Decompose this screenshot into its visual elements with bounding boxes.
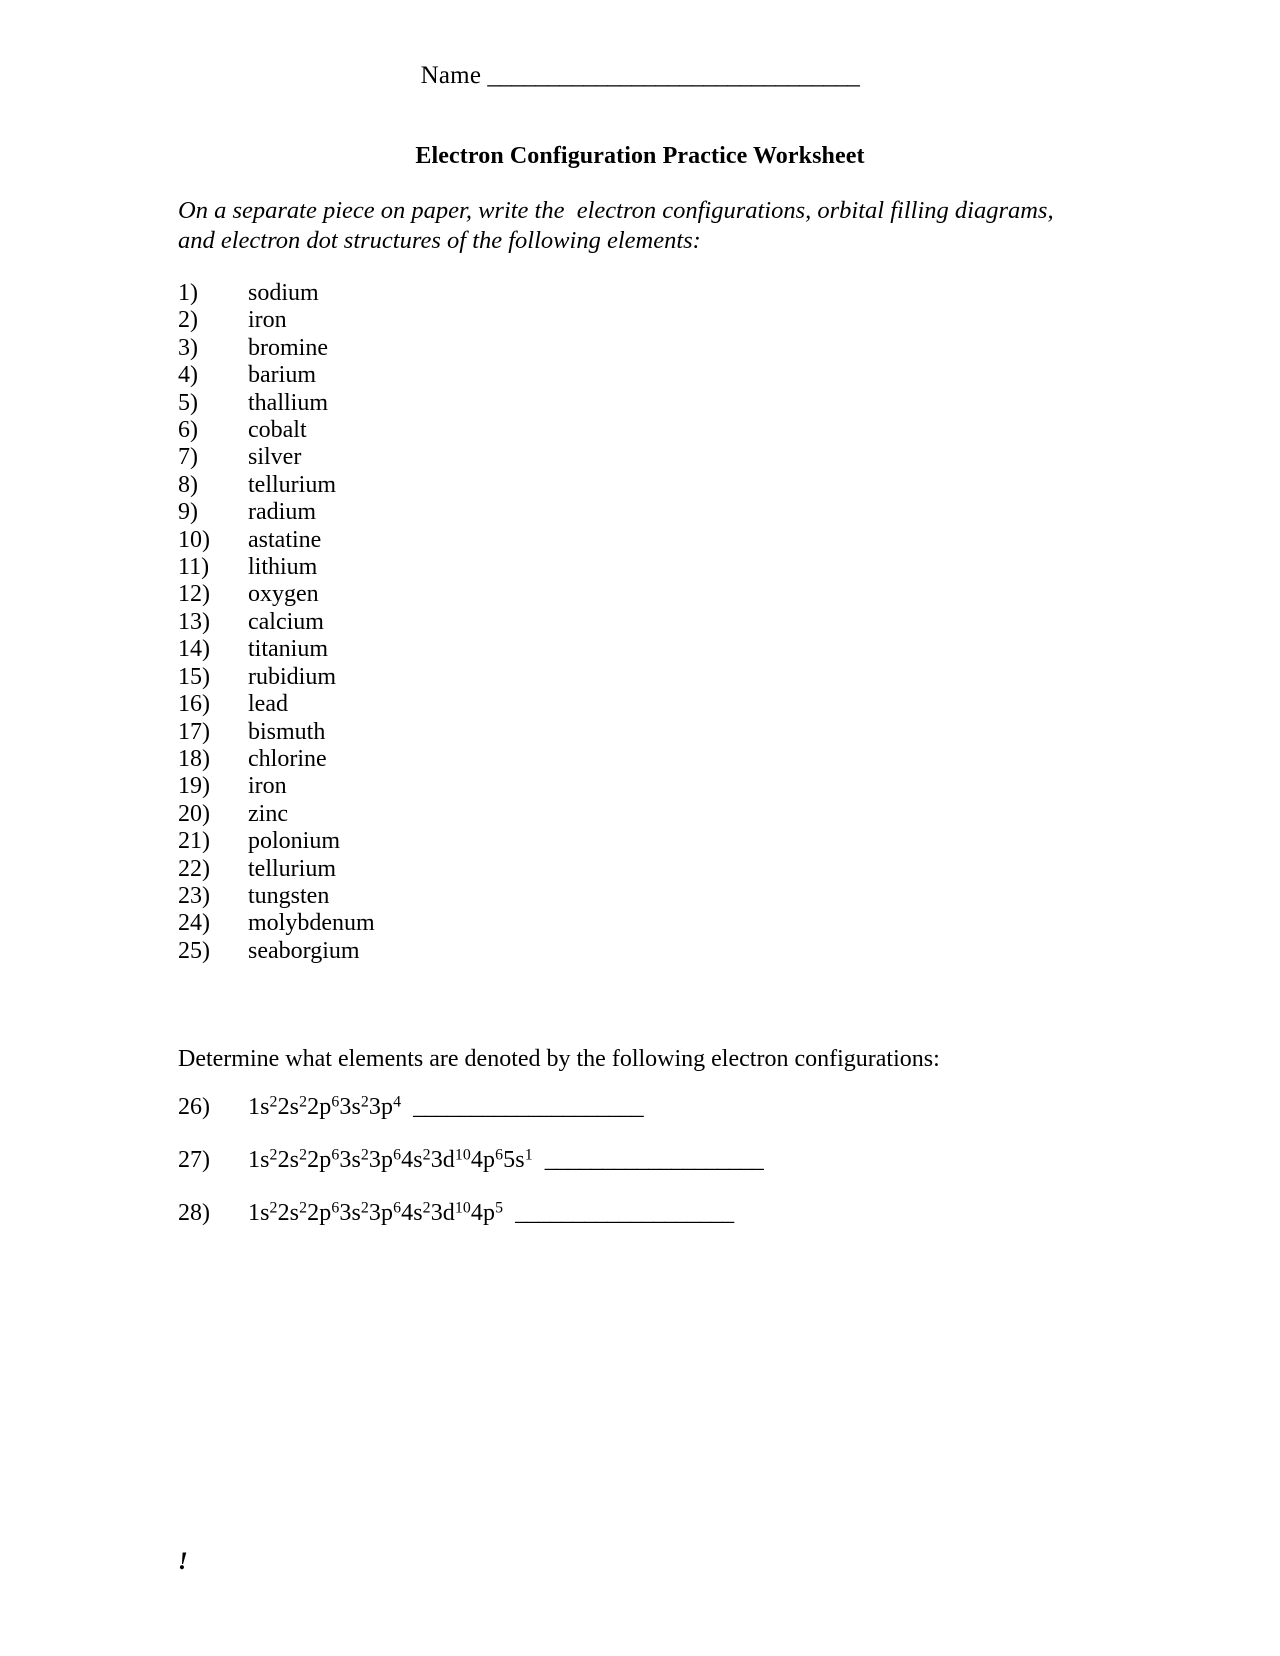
orbital-electron-count: 2 — [299, 1093, 308, 1111]
name-blank-line[interactable]: _______________________________ — [487, 62, 860, 89]
orbital-label: 3p — [368, 1094, 394, 1120]
orbital-electron-count: 2 — [269, 1146, 278, 1164]
configuration-question — [178, 1200, 1178, 1253]
list-item-element-name: silver — [248, 444, 302, 471]
orbital-electron-count: 2 — [269, 1199, 278, 1217]
list-item-number: 5) — [178, 389, 198, 416]
list-item — [178, 856, 778, 883]
orbital-label: 1s — [248, 1094, 270, 1120]
list-item-number: 20) — [178, 800, 210, 827]
list-item — [178, 499, 778, 526]
list-item-element-name: tellurium — [248, 471, 336, 498]
list-item-number: 1) — [178, 280, 198, 306]
orbital-electron-count: 2 — [360, 1146, 369, 1164]
orbital-label: 2p — [307, 1147, 332, 1173]
list-item-number: 13) — [178, 608, 210, 635]
orbital-electron-count: 2 — [299, 1146, 308, 1164]
orbital-electron-count: 6 — [393, 1146, 402, 1164]
orbital-electron-count: 6 — [331, 1199, 340, 1217]
list-item — [178, 362, 778, 389]
list-item-element-name: bromine — [248, 334, 328, 361]
configuration-questions — [178, 1094, 1178, 1253]
list-item-element-name: barium — [248, 362, 316, 389]
page-title: Electron Configuration Practice Worksheet — [415, 143, 865, 169]
answer-blank-line[interactable]: ___________________ — [515, 1200, 734, 1226]
list-item-element-name: iron — [248, 307, 287, 334]
orbital-label: 1s — [248, 1147, 270, 1173]
list-item — [178, 417, 778, 444]
list-item — [178, 801, 778, 828]
list-item — [178, 581, 778, 608]
list-item-number: 17) — [178, 718, 210, 745]
list-item-number: 16) — [178, 691, 210, 718]
orbital-electron-count: 10 — [454, 1146, 471, 1164]
orbital-label: 2p — [307, 1094, 332, 1120]
list-item-element-name: tungsten — [248, 882, 330, 909]
list-item-element-name: cobalt — [248, 417, 307, 444]
configuration-question-number: 28) — [178, 1200, 210, 1226]
list-item-number: 12) — [178, 581, 210, 608]
list-item-number: 4) — [178, 362, 198, 389]
element-list — [178, 280, 778, 965]
orbital-electron-count: 2 — [422, 1146, 431, 1164]
instructions-line-1: On a separate piece on paper, write the electron configurations, orbital filling diagrams, — [178, 197, 1054, 224]
list-item-element-name: astatine — [248, 526, 322, 553]
orbital-label: 4p — [470, 1200, 496, 1226]
list-item-element-name: rubidium — [248, 663, 336, 690]
orbital-label: 2s — [277, 1094, 300, 1120]
list-item-number: 19) — [178, 773, 210, 800]
list-item — [178, 472, 778, 499]
list-item-element-name: thallium — [248, 389, 328, 416]
list-item — [178, 828, 778, 855]
electron-configuration — [248, 1094, 401, 1121]
list-item — [178, 883, 778, 910]
list-item-number: 22) — [178, 855, 210, 882]
list-item-number: 23) — [178, 882, 210, 909]
list-item-element-name: radium — [248, 499, 316, 526]
orbital-electron-count: 1 — [524, 1146, 533, 1164]
list-item — [178, 910, 778, 937]
list-item-number: 9) — [178, 499, 198, 526]
orbital-electron-count: 2 — [269, 1093, 278, 1111]
list-item-element-name: molybdenum — [248, 910, 375, 937]
list-item-element-name: bismuth — [248, 718, 326, 745]
orbital-label: 3d — [430, 1147, 455, 1173]
electron-configuration — [248, 1147, 533, 1174]
list-item-element-name: sodium — [248, 280, 319, 306]
list-item — [178, 609, 778, 636]
orbital-electron-count: 5 — [495, 1199, 504, 1217]
orbital-electron-count: 2 — [422, 1199, 431, 1217]
list-item — [178, 691, 778, 718]
stray-exclamation-glyph: ! — [178, 1548, 188, 1575]
determine-prompt: Determine what elements are denoted by the following electron configurations: — [178, 1046, 940, 1072]
orbital-label: 4s — [401, 1147, 423, 1173]
list-item-number: 11) — [178, 554, 210, 581]
list-item — [178, 636, 778, 663]
list-item-number: 14) — [178, 636, 210, 663]
list-item — [178, 527, 778, 554]
orbital-label: 1s — [248, 1200, 270, 1226]
list-item — [178, 746, 778, 773]
orbital-electron-count: 6 — [495, 1146, 504, 1164]
orbital-label: 2s — [277, 1147, 300, 1173]
list-item-number: 18) — [178, 745, 210, 772]
orbital-electron-count: 4 — [393, 1093, 402, 1111]
instructions-line-2: and electron dot structures of the following elements: — [178, 227, 701, 254]
list-item-element-name: titanium — [248, 636, 328, 663]
list-item — [178, 773, 778, 800]
orbital-electron-count: 6 — [393, 1199, 402, 1217]
electron-configuration — [248, 1200, 503, 1227]
list-item-element-name: chlorine — [248, 745, 327, 772]
list-item-element-name: oxygen — [248, 581, 319, 608]
list-item-element-name: tellurium — [248, 855, 336, 882]
configuration-question — [178, 1147, 1178, 1200]
list-item-element-name: polonium — [248, 828, 341, 855]
orbital-label: 3p — [368, 1200, 394, 1226]
orbital-label: 4p — [470, 1147, 496, 1173]
list-item-element-name: calcium — [248, 608, 324, 635]
configuration-question — [178, 1094, 1178, 1147]
list-item-element-name: lead — [248, 691, 288, 718]
orbital-label: 3d — [430, 1200, 455, 1226]
list-item — [178, 938, 778, 965]
list-item-element-name: zinc — [248, 800, 288, 827]
orbital-label: 4s — [401, 1200, 423, 1226]
list-item-element-name: iron — [248, 773, 287, 800]
list-item-number: 24) — [178, 910, 210, 937]
list-item — [178, 307, 778, 334]
list-item-number: 2) — [178, 307, 198, 334]
name-field-row — [0, 62, 1280, 91]
orbital-label: 5s — [503, 1147, 525, 1173]
list-item — [178, 664, 778, 691]
list-item-number: 8) — [178, 471, 198, 498]
instructions-paragraph — [178, 196, 1058, 256]
orbital-label: 3s — [339, 1094, 361, 1120]
orbital-electron-count: 6 — [331, 1146, 340, 1164]
orbital-electron-count: 10 — [454, 1199, 471, 1217]
list-item — [178, 554, 778, 581]
configuration-question-number: 27) — [178, 1147, 210, 1173]
list-item — [178, 444, 778, 471]
answer-blank-line[interactable]: ___________________ — [544, 1147, 764, 1173]
list-item — [178, 335, 778, 362]
orbital-label: 3s — [339, 1200, 361, 1226]
list-item-number: 21) — [178, 828, 210, 855]
list-item-number: 15) — [178, 663, 210, 690]
list-item-number: 10) — [178, 526, 210, 553]
orbital-electron-count: 2 — [360, 1093, 369, 1111]
orbital-label: 2p — [307, 1200, 332, 1226]
list-item — [178, 390, 778, 417]
list-item-number: 25) — [178, 937, 210, 964]
orbital-label: 3s — [339, 1147, 361, 1173]
list-item-element-name: seaborgium — [248, 937, 360, 964]
orbital-electron-count: 2 — [299, 1199, 308, 1217]
orbital-label: 3p — [368, 1147, 394, 1173]
list-item-number: 6) — [178, 417, 198, 444]
orbital-electron-count: 2 — [360, 1199, 369, 1217]
list-item — [178, 719, 778, 746]
name-label: Name — [420, 62, 482, 89]
answer-blank-line[interactable]: ____________________ — [413, 1094, 644, 1120]
orbital-electron-count: 6 — [331, 1093, 340, 1111]
list-item — [178, 280, 778, 307]
list-item-number: 3) — [178, 334, 198, 361]
list-item-element-name: lithium — [248, 554, 318, 581]
list-item-number: 7) — [178, 444, 198, 471]
orbital-label: 2s — [277, 1200, 300, 1226]
configuration-question-number: 26) — [178, 1094, 210, 1120]
